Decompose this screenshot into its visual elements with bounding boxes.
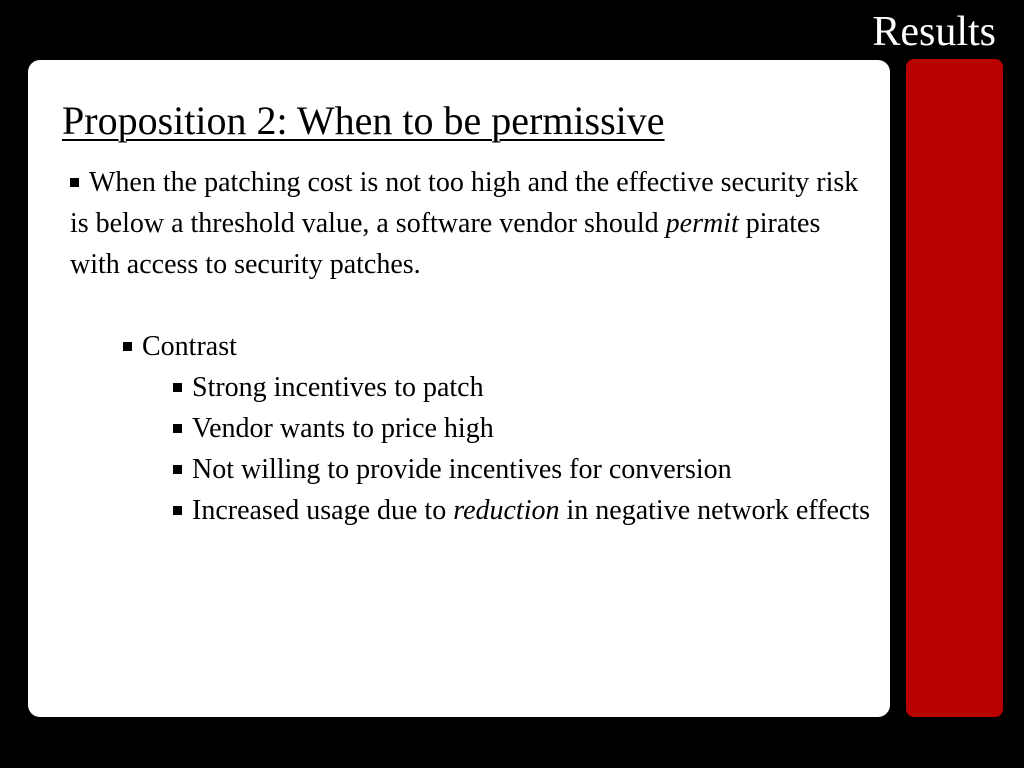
- main-bullet-text-after: pirates with access to security patches.: [70, 208, 821, 280]
- contrast-item-text: Vendor wants to price high: [192, 413, 494, 444]
- main-bullet-text-before: When the patching cost is not too high and the effective security risk is below a threshold value, a software vendor should: [70, 167, 859, 239]
- square-bullet-icon: [173, 506, 182, 515]
- contrast-item-text-before: Increased usage due to: [192, 495, 454, 526]
- contrast-item: [70, 449, 870, 490]
- paragraph-spacer: [70, 285, 870, 326]
- contrast-item-text: Not willing to provide incentives for conversion: [192, 454, 732, 485]
- square-bullet-icon: [173, 424, 182, 433]
- contrast-item: [70, 408, 870, 449]
- main-bullet: [70, 162, 870, 285]
- square-bullet-icon: [173, 465, 182, 474]
- content-panel: [28, 60, 890, 717]
- contrast-item: [70, 367, 870, 408]
- square-bullet-icon: [70, 178, 79, 187]
- contrast-label: Contrast: [142, 331, 237, 362]
- square-bullet-icon: [173, 383, 182, 392]
- section-title: Results: [872, 9, 996, 55]
- contrast-bullet: [70, 326, 870, 367]
- contrast-item-emphasis: reduction: [453, 495, 560, 526]
- slide-body: [70, 162, 870, 531]
- slide-title: Proposition 2: When to be permissive: [62, 98, 665, 143]
- contrast-item-text-after: in negative network effects: [559, 495, 870, 526]
- contrast-item-text: Strong incentives to patch: [192, 372, 484, 403]
- accent-side-bar: [906, 59, 1003, 717]
- square-bullet-icon: [123, 342, 132, 351]
- contrast-item: [70, 490, 870, 531]
- main-bullet-emphasis: permit: [665, 208, 739, 239]
